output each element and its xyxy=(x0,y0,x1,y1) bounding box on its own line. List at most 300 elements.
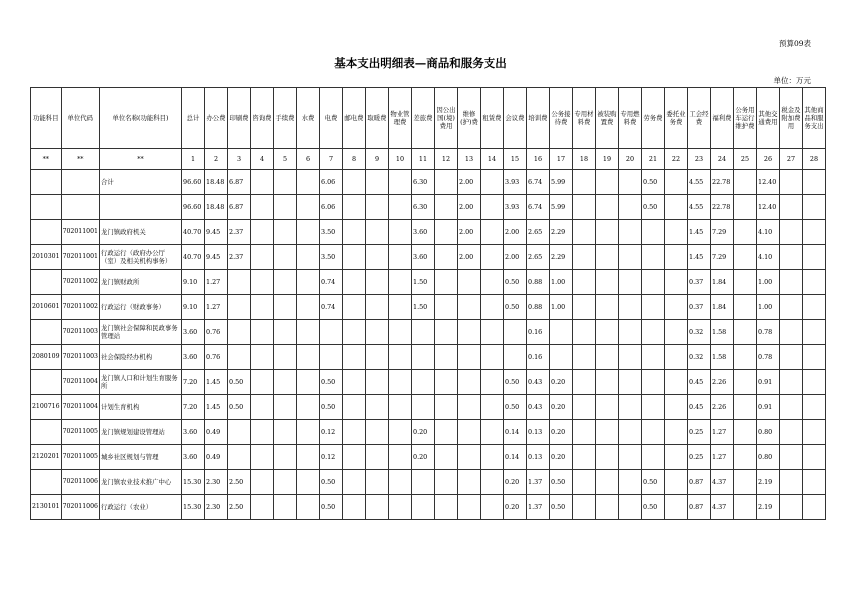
value-cell: 0.80 xyxy=(757,445,780,470)
value-cell xyxy=(343,195,366,220)
function-code-cell xyxy=(31,320,62,345)
unit-name-cell: 行政运行（政府办公厅（室）及相关机构事务） xyxy=(100,245,182,270)
value-cell xyxy=(481,270,504,295)
value-cell xyxy=(642,220,665,245)
value-cell xyxy=(665,445,688,470)
value-cell xyxy=(780,320,803,345)
value-cell: 0.87 xyxy=(688,495,711,520)
value-cell: 7.29 xyxy=(711,245,734,270)
value-cell xyxy=(389,320,412,345)
value-cell xyxy=(573,195,596,220)
value-cell: 1.27 xyxy=(205,270,228,295)
column-header: 公务用车运行维护费 xyxy=(734,88,757,149)
value-cell xyxy=(412,370,435,395)
value-cell xyxy=(780,445,803,470)
value-cell: 2.65 xyxy=(527,245,550,270)
value-cell xyxy=(435,245,458,270)
value-cell xyxy=(573,445,596,470)
value-cell: 4.37 xyxy=(711,495,734,520)
value-cell: 0.20 xyxy=(504,470,527,495)
value-cell xyxy=(642,445,665,470)
value-cell xyxy=(435,170,458,195)
value-cell xyxy=(343,495,366,520)
column-number: 10 xyxy=(389,149,412,170)
value-cell xyxy=(619,370,642,395)
value-cell: 1.00 xyxy=(550,295,573,320)
value-cell: 3.50 xyxy=(320,220,343,245)
value-cell xyxy=(274,320,297,345)
value-cell xyxy=(389,220,412,245)
value-cell xyxy=(596,245,619,270)
value-cell xyxy=(251,345,274,370)
value-cell xyxy=(274,345,297,370)
value-cell: 0.20 xyxy=(412,420,435,445)
value-cell: 0.32 xyxy=(688,320,711,345)
column-header: 税金及附加费用 xyxy=(780,88,803,149)
value-cell: 9.10 xyxy=(182,270,205,295)
value-cell xyxy=(458,395,481,420)
value-cell xyxy=(435,445,458,470)
value-cell xyxy=(343,345,366,370)
value-cell: 2.19 xyxy=(757,470,780,495)
value-cell: 0.13 xyxy=(527,445,550,470)
value-cell: 40.70 xyxy=(182,245,205,270)
unit-name-cell: 龙门镇人口和计划生育服务所 xyxy=(100,370,182,395)
value-cell xyxy=(389,270,412,295)
value-cell xyxy=(504,320,527,345)
value-cell xyxy=(228,445,251,470)
table-row xyxy=(31,220,826,245)
value-cell: 0.37 xyxy=(688,295,711,320)
value-cell xyxy=(803,495,826,520)
column-number: 28 xyxy=(803,149,826,170)
value-cell xyxy=(251,370,274,395)
value-cell xyxy=(228,320,251,345)
value-cell xyxy=(596,295,619,320)
value-cell: 0.80 xyxy=(757,420,780,445)
value-cell: 0.25 xyxy=(688,420,711,445)
table-row xyxy=(31,320,826,345)
column-number: 25 xyxy=(734,149,757,170)
value-cell xyxy=(619,395,642,420)
value-cell xyxy=(297,270,320,295)
value-cell xyxy=(343,295,366,320)
value-cell xyxy=(642,345,665,370)
value-cell: 0.50 xyxy=(550,495,573,520)
value-cell: 1.00 xyxy=(550,270,573,295)
value-cell: 0.12 xyxy=(320,420,343,445)
value-cell xyxy=(435,345,458,370)
value-cell xyxy=(619,195,642,220)
value-cell: 2.00 xyxy=(458,245,481,270)
value-cell: 1.45 xyxy=(205,395,228,420)
value-cell xyxy=(573,420,596,445)
value-cell: 2.30 xyxy=(205,495,228,520)
value-cell xyxy=(550,320,573,345)
column-header: 维修(护)费 xyxy=(458,88,481,149)
value-cell: 3.60 xyxy=(182,420,205,445)
value-cell xyxy=(297,345,320,370)
value-cell: 0.50 xyxy=(228,395,251,420)
value-cell xyxy=(734,495,757,520)
value-cell: 0.87 xyxy=(688,470,711,495)
value-cell: 6.06 xyxy=(320,170,343,195)
value-cell xyxy=(412,320,435,345)
value-cell xyxy=(458,420,481,445)
value-cell xyxy=(780,370,803,395)
value-cell: 18.48 xyxy=(205,195,228,220)
column-number: 20 xyxy=(619,149,642,170)
value-cell: 0.20 xyxy=(550,420,573,445)
value-cell xyxy=(274,420,297,445)
value-cell xyxy=(274,195,297,220)
value-cell: 2.29 xyxy=(550,245,573,270)
unit-name-cell: 龙门镇财政所 xyxy=(100,270,182,295)
value-cell: 12.40 xyxy=(757,195,780,220)
value-cell: 3.93 xyxy=(504,195,527,220)
column-header: 印刷费 xyxy=(228,88,251,149)
value-cell xyxy=(665,420,688,445)
value-cell xyxy=(343,270,366,295)
value-cell xyxy=(550,345,573,370)
column-header: 专用材料费 xyxy=(573,88,596,149)
page-title: 基本支出明细表—商品和服务支出 xyxy=(334,56,507,70)
value-cell xyxy=(458,370,481,395)
value-cell: 6.87 xyxy=(228,195,251,220)
value-cell xyxy=(251,470,274,495)
value-cell xyxy=(389,395,412,420)
column-number: 22 xyxy=(665,149,688,170)
value-cell: 0.78 xyxy=(757,345,780,370)
value-cell: 7.20 xyxy=(182,395,205,420)
value-cell: 6.30 xyxy=(412,170,435,195)
unit-code-cell: 702011004 xyxy=(61,370,99,395)
value-cell xyxy=(343,245,366,270)
value-cell xyxy=(389,495,412,520)
value-cell xyxy=(734,445,757,470)
value-cell xyxy=(366,170,389,195)
value-cell: 1.58 xyxy=(711,320,734,345)
value-cell xyxy=(665,245,688,270)
column-header: 委托业务费 xyxy=(665,88,688,149)
column-number: 27 xyxy=(780,149,803,170)
value-cell xyxy=(619,220,642,245)
value-cell xyxy=(803,320,826,345)
function-code-cell xyxy=(31,370,62,395)
value-cell xyxy=(734,395,757,420)
unit-code-cell: 702011006 xyxy=(61,470,99,495)
unit-name-cell: 龙门镇农业技术推广中心 xyxy=(100,470,182,495)
value-cell xyxy=(734,370,757,395)
value-cell: 0.88 xyxy=(527,295,550,320)
value-cell: 7.20 xyxy=(182,370,205,395)
column-header: 单位名称(功能科目) xyxy=(100,88,182,149)
value-cell xyxy=(251,320,274,345)
function-code-cell: 2010301 xyxy=(31,245,62,270)
value-cell xyxy=(665,345,688,370)
value-cell xyxy=(803,270,826,295)
value-cell xyxy=(803,370,826,395)
value-cell xyxy=(665,170,688,195)
value-cell xyxy=(274,295,297,320)
value-cell xyxy=(642,320,665,345)
column-header: 其他交通费用 xyxy=(757,88,780,149)
value-cell xyxy=(734,195,757,220)
value-cell xyxy=(274,370,297,395)
value-cell: 2.19 xyxy=(757,495,780,520)
value-cell xyxy=(734,170,757,195)
column-header: 租赁费 xyxy=(481,88,504,149)
column-header: 公务接待费 xyxy=(550,88,573,149)
value-cell: 9.45 xyxy=(205,220,228,245)
value-cell xyxy=(481,295,504,320)
value-cell xyxy=(573,245,596,270)
value-cell: 0.74 xyxy=(320,295,343,320)
value-cell xyxy=(228,295,251,320)
value-cell: 5.99 xyxy=(550,195,573,220)
value-cell xyxy=(366,245,389,270)
function-code-cell: 2010601 xyxy=(31,295,62,320)
value-cell: 0.50 xyxy=(642,170,665,195)
value-cell xyxy=(481,345,504,370)
value-cell xyxy=(619,270,642,295)
value-cell: 4.10 xyxy=(757,220,780,245)
value-cell xyxy=(780,170,803,195)
value-cell: 12.40 xyxy=(757,170,780,195)
value-cell xyxy=(366,320,389,345)
value-cell: 18.48 xyxy=(205,170,228,195)
value-cell xyxy=(366,420,389,445)
value-cell xyxy=(665,195,688,220)
value-cell: 2.26 xyxy=(711,370,734,395)
value-cell: 1.00 xyxy=(757,295,780,320)
value-cell xyxy=(435,270,458,295)
value-cell xyxy=(366,495,389,520)
value-cell xyxy=(297,170,320,195)
value-cell xyxy=(297,195,320,220)
value-cell xyxy=(274,170,297,195)
column-number: 18 xyxy=(573,149,596,170)
column-number: 13 xyxy=(458,149,481,170)
column-header: 培训费 xyxy=(527,88,550,149)
function-code-cell: 2100716 xyxy=(31,395,62,420)
value-cell xyxy=(734,320,757,345)
value-cell xyxy=(780,270,803,295)
value-cell: 7.29 xyxy=(711,220,734,245)
value-cell: 6.74 xyxy=(527,195,550,220)
value-cell xyxy=(665,370,688,395)
value-cell xyxy=(573,320,596,345)
value-cell xyxy=(251,495,274,520)
value-cell xyxy=(343,395,366,420)
value-cell xyxy=(251,170,274,195)
value-cell xyxy=(481,245,504,270)
value-cell: 2.00 xyxy=(458,220,481,245)
unit-code-cell: 702011002 xyxy=(61,295,99,320)
value-cell: 2.00 xyxy=(504,245,527,270)
value-cell xyxy=(274,445,297,470)
unit-name-cell: 城乡社区规划与管理 xyxy=(100,445,182,470)
value-cell: 0.49 xyxy=(205,445,228,470)
value-cell: 15.30 xyxy=(182,495,205,520)
table-row xyxy=(31,245,826,270)
value-cell: 2.50 xyxy=(228,470,251,495)
value-cell xyxy=(251,445,274,470)
value-cell: 0.50 xyxy=(550,470,573,495)
value-cell: 2.00 xyxy=(458,170,481,195)
value-cell xyxy=(481,320,504,345)
value-cell xyxy=(389,345,412,370)
column-number: 3 xyxy=(228,149,251,170)
value-cell xyxy=(619,170,642,195)
value-cell xyxy=(573,270,596,295)
value-cell xyxy=(573,495,596,520)
value-cell: 22.78 xyxy=(711,195,734,220)
column-number: ** xyxy=(100,149,182,170)
value-cell xyxy=(251,420,274,445)
value-cell xyxy=(481,170,504,195)
function-code-cell xyxy=(31,470,62,495)
value-cell: 0.20 xyxy=(504,495,527,520)
column-number: 15 xyxy=(504,149,527,170)
column-number: 1 xyxy=(182,149,205,170)
value-cell xyxy=(619,445,642,470)
value-cell xyxy=(596,395,619,420)
value-cell: 0.50 xyxy=(504,270,527,295)
value-cell xyxy=(803,445,826,470)
value-cell xyxy=(573,370,596,395)
value-cell xyxy=(665,320,688,345)
value-cell xyxy=(412,495,435,520)
value-cell xyxy=(481,445,504,470)
column-header: 工会经费 xyxy=(688,88,711,149)
value-cell xyxy=(389,295,412,320)
column-number: 7 xyxy=(320,149,343,170)
form-code: 预算09表 xyxy=(778,39,811,48)
value-cell: 2.37 xyxy=(228,245,251,270)
column-number: ** xyxy=(61,149,99,170)
value-cell xyxy=(665,270,688,295)
value-cell xyxy=(481,470,504,495)
value-cell: 0.20 xyxy=(412,445,435,470)
value-cell: 0.16 xyxy=(527,345,550,370)
value-cell: 2.37 xyxy=(228,220,251,245)
value-cell: 4.55 xyxy=(688,195,711,220)
value-cell: 3.50 xyxy=(320,245,343,270)
value-cell xyxy=(274,270,297,295)
column-number: 11 xyxy=(412,149,435,170)
table-row xyxy=(31,195,826,220)
column-number: 26 xyxy=(757,149,780,170)
value-cell xyxy=(619,320,642,345)
value-cell xyxy=(435,195,458,220)
value-cell xyxy=(297,395,320,420)
value-cell xyxy=(343,445,366,470)
column-header: 功能科目 xyxy=(31,88,62,149)
value-cell xyxy=(803,345,826,370)
value-cell: 9.45 xyxy=(205,245,228,270)
value-cell xyxy=(251,270,274,295)
column-header: 邮电费 xyxy=(343,88,366,149)
value-cell xyxy=(734,220,757,245)
value-cell xyxy=(366,470,389,495)
value-cell xyxy=(803,420,826,445)
value-cell: 3.93 xyxy=(504,170,527,195)
value-cell xyxy=(274,470,297,495)
table-row xyxy=(31,345,826,370)
value-cell: 6.74 xyxy=(527,170,550,195)
table-row xyxy=(31,395,826,420)
value-cell xyxy=(297,245,320,270)
value-cell: 0.78 xyxy=(757,320,780,345)
value-cell xyxy=(642,420,665,445)
value-cell: 0.25 xyxy=(688,445,711,470)
value-cell xyxy=(297,470,320,495)
function-code-cell xyxy=(31,420,62,445)
value-cell xyxy=(596,420,619,445)
value-cell xyxy=(228,420,251,445)
value-cell xyxy=(435,495,458,520)
value-cell xyxy=(297,295,320,320)
unit-name-cell: 行政运行（财政事务） xyxy=(100,295,182,320)
value-cell xyxy=(320,345,343,370)
value-cell xyxy=(642,245,665,270)
unit-name-cell: 计划生育机构 xyxy=(100,395,182,420)
value-cell xyxy=(596,320,619,345)
column-header: 办公费 xyxy=(205,88,228,149)
unit-name-cell: 合计 xyxy=(100,170,182,195)
value-cell: 0.14 xyxy=(504,420,527,445)
value-cell xyxy=(297,370,320,395)
value-cell xyxy=(366,445,389,470)
value-cell: 0.76 xyxy=(205,345,228,370)
column-number-row xyxy=(31,149,826,170)
value-cell: 0.88 xyxy=(527,270,550,295)
value-cell: 0.14 xyxy=(504,445,527,470)
column-header: 会议费 xyxy=(504,88,527,149)
value-cell xyxy=(665,395,688,420)
value-cell xyxy=(596,220,619,245)
value-cell xyxy=(343,220,366,245)
column-header: 福利费 xyxy=(711,88,734,149)
value-cell: 1.37 xyxy=(527,495,550,520)
value-cell xyxy=(803,470,826,495)
unit-name-cell: 龙门镇政府机关 xyxy=(100,220,182,245)
unit-code-cell: 702011001 xyxy=(61,220,99,245)
value-cell xyxy=(320,320,343,345)
value-cell xyxy=(435,295,458,320)
value-cell: 1.37 xyxy=(527,470,550,495)
value-cell: 6.87 xyxy=(228,170,251,195)
value-cell: 6.06 xyxy=(320,195,343,220)
value-cell: 2.30 xyxy=(205,470,228,495)
value-cell xyxy=(297,445,320,470)
column-number: 19 xyxy=(596,149,619,170)
function-code-cell: 2120201 xyxy=(31,445,62,470)
value-cell: 0.20 xyxy=(550,395,573,420)
value-cell xyxy=(573,170,596,195)
value-cell xyxy=(389,470,412,495)
value-cell: 0.50 xyxy=(228,370,251,395)
value-cell xyxy=(412,470,435,495)
value-cell: 0.50 xyxy=(320,495,343,520)
column-header: 电费 xyxy=(320,88,343,149)
unit-code-cell: 702011004 xyxy=(61,395,99,420)
value-cell: 0.20 xyxy=(550,370,573,395)
column-header: 取暖费 xyxy=(366,88,389,149)
value-cell xyxy=(780,245,803,270)
value-cell xyxy=(435,395,458,420)
